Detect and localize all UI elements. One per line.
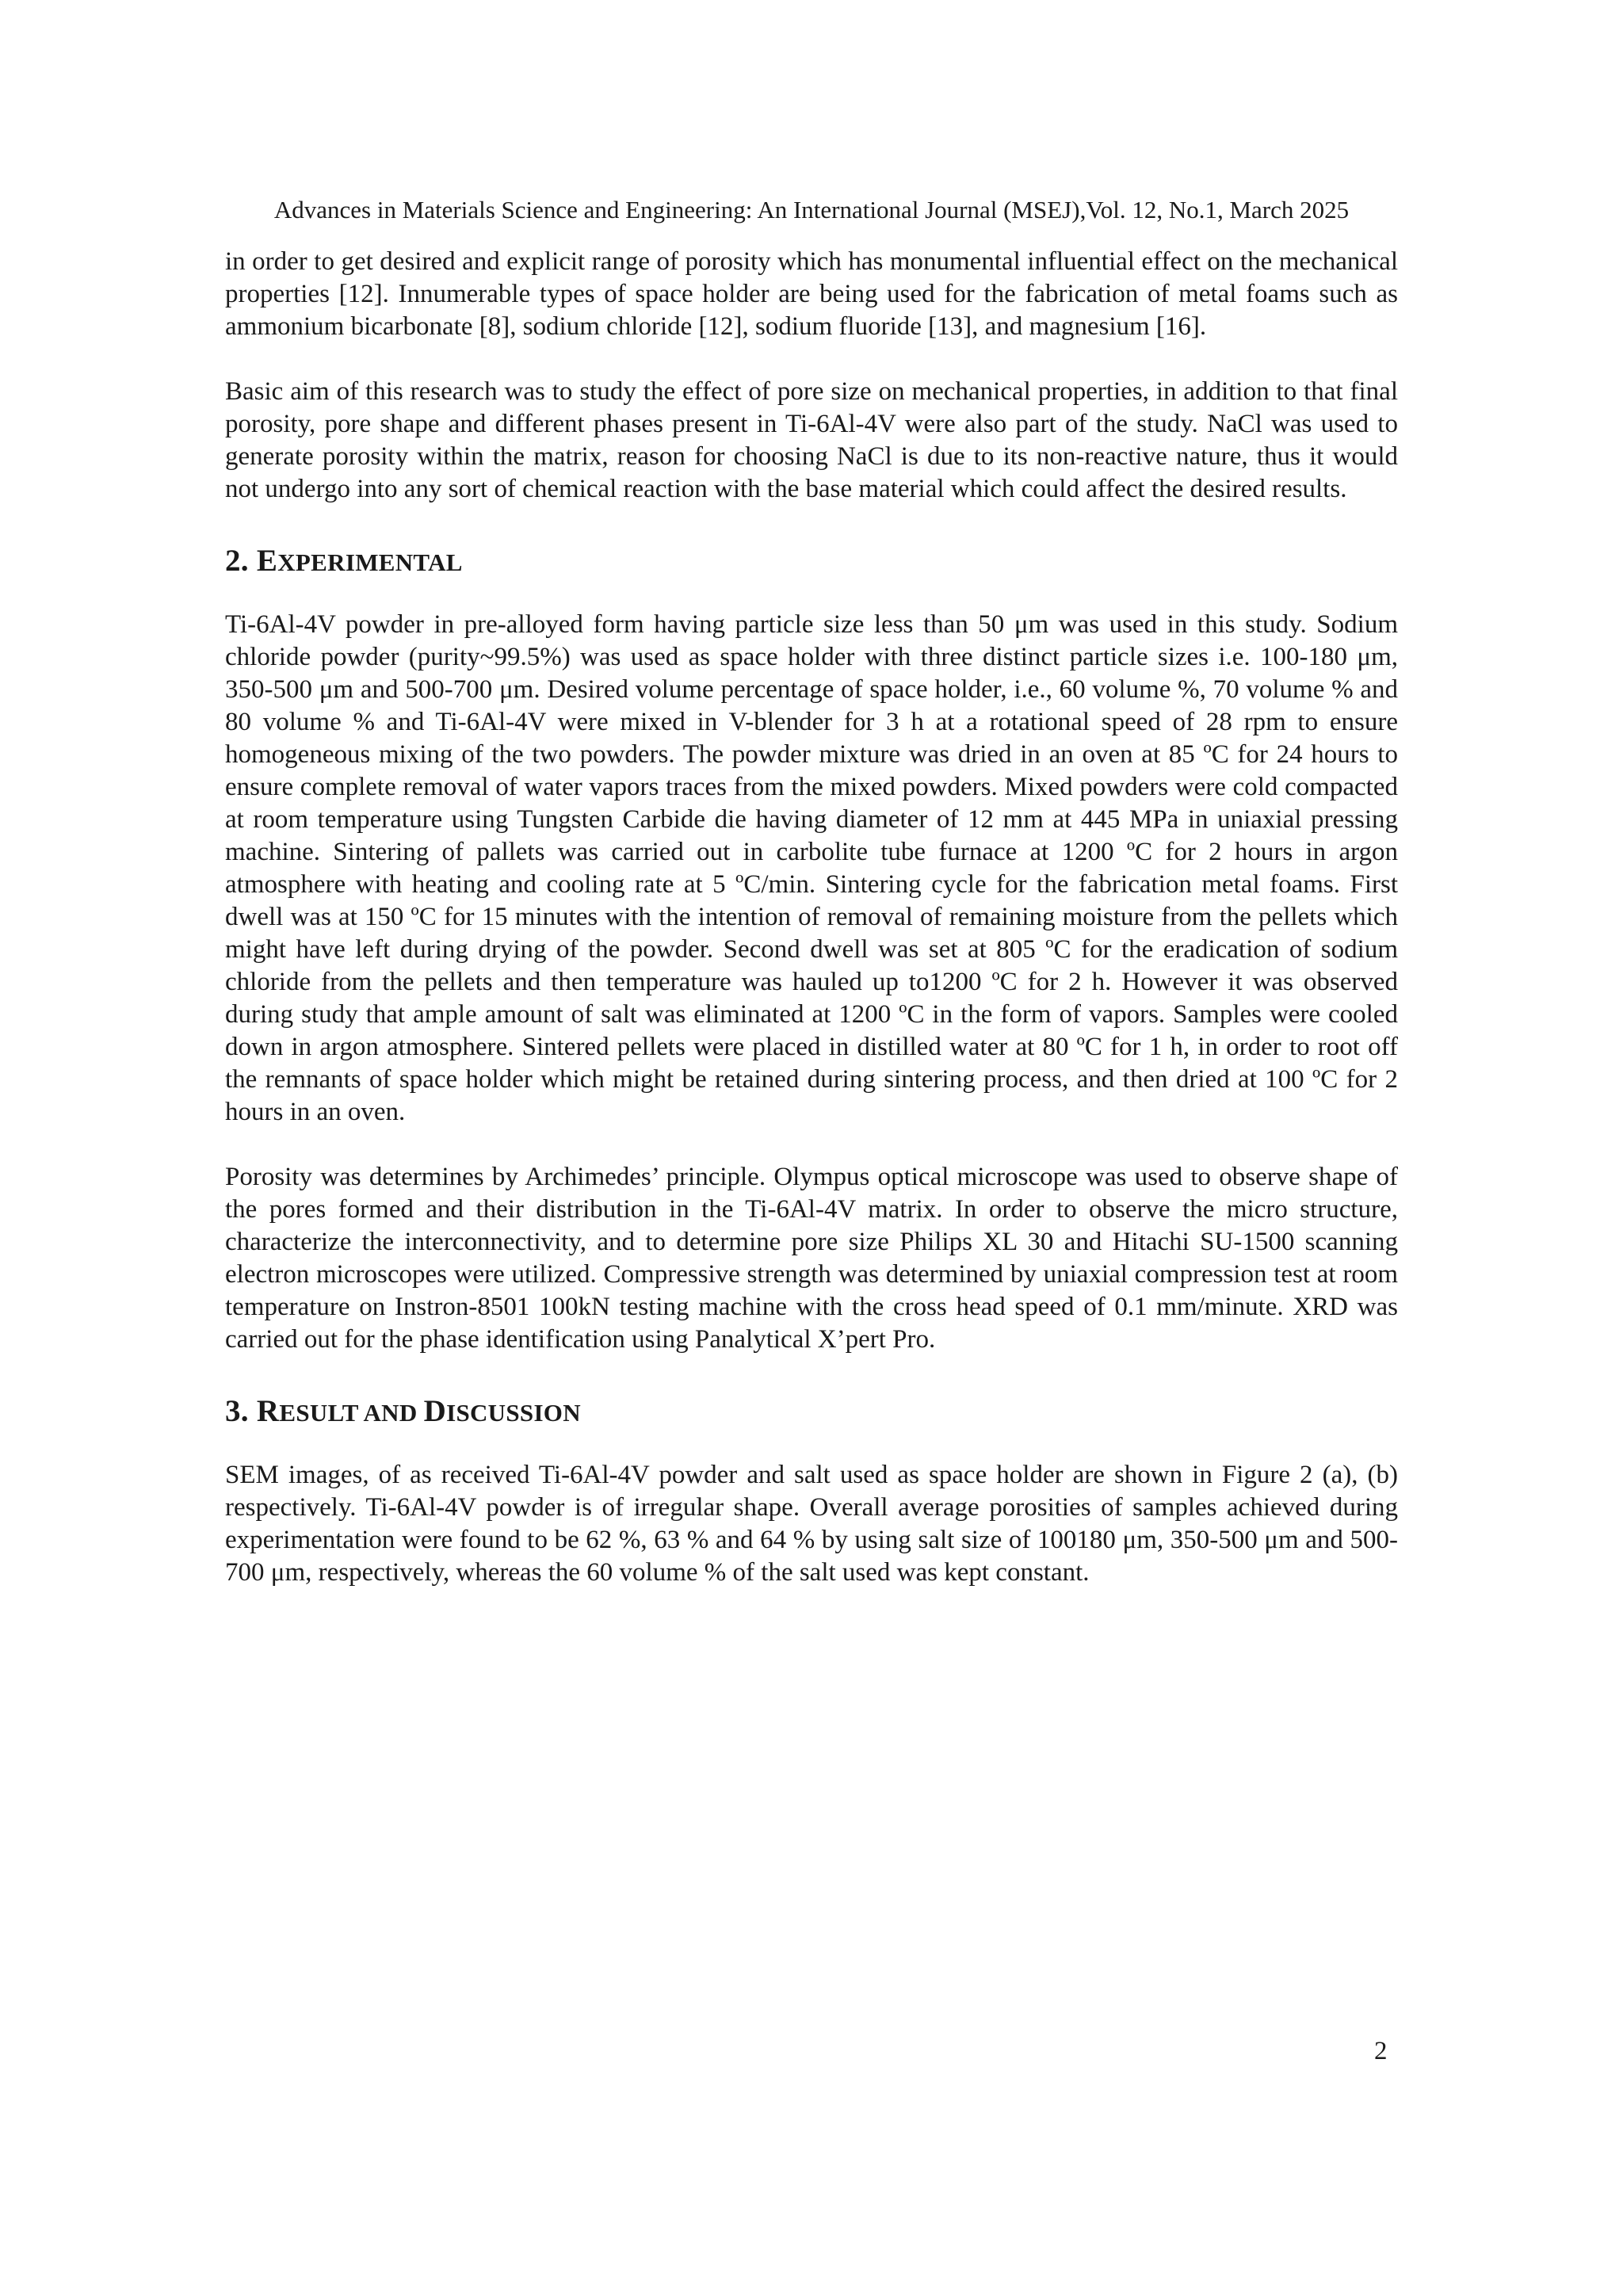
section-title — [257, 1394, 581, 1428]
section-number: 3. — [225, 1394, 249, 1428]
title-initial: R — [256, 1394, 280, 1428]
title-rest: ISCUSSION — [446, 1399, 581, 1427]
experimental-paragraph-1: Ti-6Al-4V powder in pre-alloyed form having particle size less than 50 μm was used in this study. Sodium chloride powder (purity~99.5%) was used as space holder with three distinct particle sizes i.e. 100-180 μm, 350-500 μm and 500-700 μm. Desired volume percentage of space holder, i.e., 60 volume %, 70 volume % and 80 volume % and Ti-6Al-4V were mixed in V-blender for 3 h at a rotational speed of 28 rpm to ensure homogeneous mixing of the two powders. The powder mixture was dried in an oven at 85 ºC for 24 hours to ensure complete removal of water vapors traces from the mixed powders. Mixed powders were cold compacted at room temperature using Tungsten Carbide die having diameter of 12 mm at 445 MPa in uniaxial pressing machine. Sintering of pallets was carried out in carbolite tube furnace at 1200 ºC for 2 hours in argon atmosphere with heating and cooling rate at 5 ºC/min. Sintering cycle for the fabrication metal foams. First dwell was at 150 ºC for 15 minutes with the intention of removal of remaining moisture from the pellets which might have left during drying of the powder. Second dwell was set at 805 ºC for the eradication of sodium chloride from the pellets and then temperature was hauled up to1200 ºC for 2 h. However it was observed during study that ample amount of salt was eliminated at 1200 ºC in the form of vapors. Samples were cooled down in argon atmosphere. Sintered pellets were placed in distilled water at 80 ºC for 1 h, in order to root off the remnants of space holder which might be retained during sintering process, and then dried at 100 ºC for 2 hours in an oven. — [225, 610, 1398, 1126]
section-number: 2. — [225, 544, 249, 578]
running-header: Advances in Materials Science and Engineering: An International Journal (MSEJ),Vol. 12, No.1, March 2025 — [273, 196, 1350, 223]
intro-paragraph-2: Basic aim of this research was to study the effect of pore size on mechanical properties, in addition to that final porosity, pore shape and different phases present in Ti-6Al-4V were also part of the study. NaCl was used to generate porosity within the matrix, reason for choosing NaCl is due to its non-reactive nature, thus it would not undergo into any sort of chemical reaction with the base material which could affect the desired results. — [225, 377, 1398, 503]
section-title — [257, 544, 463, 578]
page-body — [225, 246, 1398, 1589]
section-heading-results — [225, 1388, 1398, 1437]
title-initial: D — [423, 1394, 447, 1428]
page-number: 2 — [1374, 2037, 1388, 2065]
experimental-paragraph-2: Porosity was determines by Archimedes’ principle. Olympus optical microscope was used to observe shape of the pores formed and their distribution in the Ti-6Al-4V matrix. In order to observe the micro structure, characterize the interconnectivity, and to determine pore size Philips XL 30 and Hitachi SU-1500 scanning electron microscopes were utilized. Compressive strength was determined by uniaxial compression test at room temperature on Instron-8501 100kN testing machine with the cross head speed of 0.1 mm/minute. XRD was carried out for the phase identification using Panalytical X’pert Pro. — [225, 1163, 1398, 1354]
section-heading-experimental — [225, 537, 1398, 586]
title-initial: E — [256, 544, 278, 578]
title-rest: ESULT AND — [279, 1399, 424, 1427]
intro-paragraph-1: in order to get desired and explicit range of porosity which has monumental influential effect on the mechanical properties [12]. Innumerable types of space holder are being used for the fabrication of metal foams such as ammonium bicarbonate [8], sodium chloride [12], sodium fluoride [13], and magnesium [16]. — [225, 247, 1398, 341]
title-rest: XPERIMENTAL — [277, 548, 463, 576]
results-paragraph-1: SEM images, of as received Ti-6Al-4V powder and salt used as space holder are shown in Figure 2 (a), (b) respectively. Ti-6Al-4V powder is of irregular shape. Overall average porosities of samples achieved during experimentation were found to be 62 %, 63 % and 64 % by using salt size of 100180 μm, 350-500 μm and 500-700 μm, respectively, whereas the 60 volume % of the salt used was kept constant. — [225, 1461, 1398, 1587]
